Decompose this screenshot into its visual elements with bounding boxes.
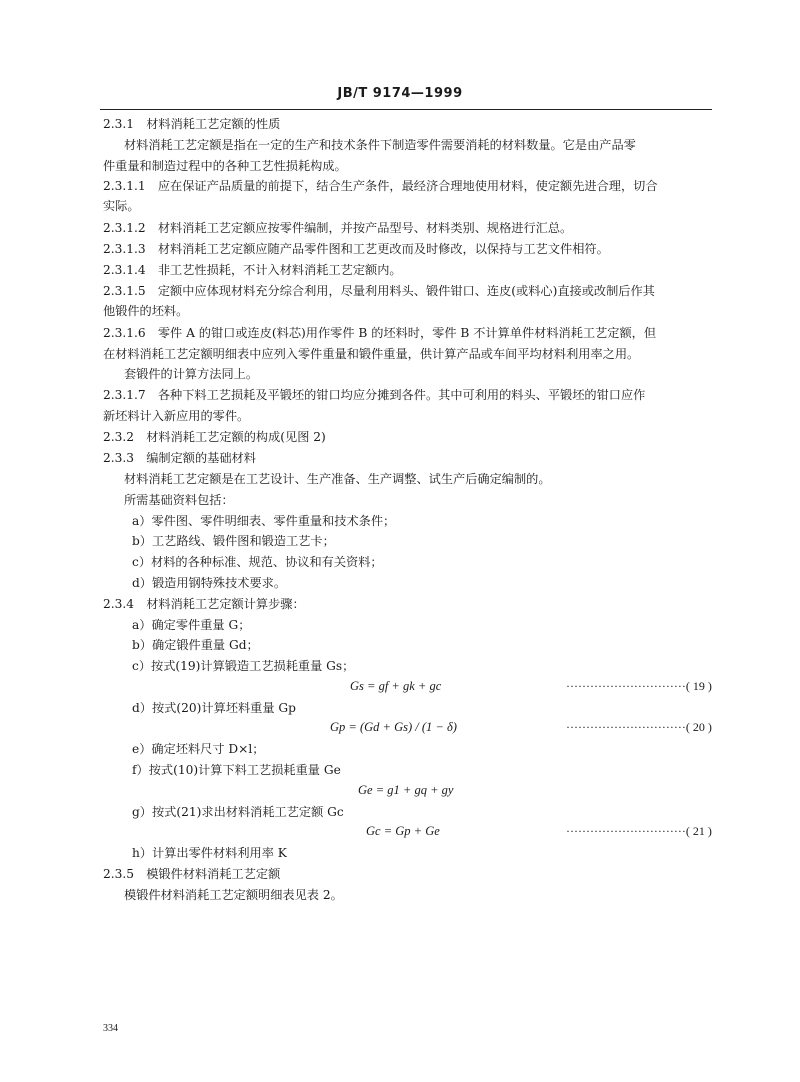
equation-number: ······························( 20 ) — [566, 720, 712, 734]
text-line: 2.3.5 模锻件材料消耗工艺定额 — [103, 867, 281, 881]
text-line: 所需基础资料包括： — [124, 493, 234, 507]
text-line: 实际。 — [103, 199, 140, 213]
text-line: 2.3.1.6 零件 A 的钳口或连皮(料芯)用作零件 B 的坯料时，零件 B 不计算单件材料消耗工艺定额，但 — [103, 326, 657, 340]
text-line: 在材料消耗工艺定额明细表中应列入零件重量和锻件重量，供计算产品或车间平均材料利用率之用。 — [103, 347, 640, 361]
text-line: 套锻件的计算方法同上。 — [124, 367, 259, 381]
header-rule — [100, 109, 712, 110]
text-line: h）计算出零件材料利用率 K — [132, 846, 287, 860]
text-line: 新坯料计入新应用的零件。 — [103, 409, 250, 423]
equation: Gc = Gp + Ge — [366, 824, 440, 838]
document-header: JB/T 9174—1999 — [337, 86, 463, 101]
text-line: d）锻造用钢特殊技术要求。 — [132, 576, 287, 590]
text-line: 材料消耗工艺定额是指在一定的生产和技术条件下制造零件需要消耗的材料数量。它是由产品零 — [124, 138, 636, 152]
text-line: 他锻件的坯料。 — [103, 304, 189, 318]
text-line: g）按式(21)求出材料消耗工艺定额 Gc — [132, 805, 344, 819]
text-line: 2.3.1 材料消耗工艺定额的性质 — [103, 117, 281, 131]
text-line: 2.3.1.5 定额中应体现材料充分综合利用，尽量利用料头、锻件钳口、连皮(或料心)直接或改制后作其 — [103, 284, 655, 298]
text-line: 材料消耗工艺定额是在工艺设计、生产准备、生产调整、试生产后确定编制的。 — [124, 472, 551, 486]
text-line: 2.3.2 材料消耗工艺定额的构成(见图 2) — [103, 430, 326, 444]
text-line: a）零件图、零件明细表、零件重量和技术条件； — [132, 514, 396, 528]
text-line: d）按式(20)计算坯料重量 Gp — [132, 701, 296, 715]
equation: Gp = (Gd + Gs) / (1 − δ) — [330, 720, 457, 734]
text-line: a）确定零件重量 G； — [132, 618, 251, 632]
text-line: c）按式(19)计算锻造工艺损耗重量 Gs； — [132, 659, 355, 673]
text-line: 2.3.1.1 应在保证产品质量的前提下，结合生产条件，最经济合理地使用材料，使定额先进合理，切合 — [103, 179, 658, 193]
equation-number: ······························( 21 ) — [566, 824, 712, 838]
text-line: 模锻件材料消耗工艺定额明细表见表 2。 — [124, 888, 343, 902]
equation: Ge = g1 + gq + gy — [358, 783, 454, 797]
text-line: 2.3.3 编制定额的基础材料 — [103, 451, 256, 465]
text-line: f）按式(10)计算下料工艺损耗重量 Ge — [132, 763, 341, 777]
text-line: 件重量和制造过程中的各种工艺性损耗构成。 — [103, 159, 347, 173]
equation: Gs = gf + gk + gc — [350, 679, 442, 693]
text-line: b）工艺路线、锻件图和锻造工艺卡； — [132, 534, 335, 548]
text-line: c）材料的各种标准、规范、协议和有关资料； — [132, 555, 383, 569]
text-line: b）确定锻件重量 Gd； — [132, 638, 259, 652]
text-line: 2.3.4 材料消耗工艺定额计算步骤： — [103, 597, 305, 611]
page-number: 334 — [103, 1023, 118, 1034]
text-line: e）确定坯料尺寸 D×l； — [132, 742, 265, 756]
equation-number: ······························( 19 ) — [566, 679, 712, 693]
text-line: 2.3.1.3 材料消耗工艺定额应随产品零件图和工艺更改而及时修改，以保持与工艺文件相符。 — [103, 242, 609, 256]
text-line: 2.3.1.2 材料消耗工艺定额应按零件编制，并按产品型号、材料类别、规格进行汇总。 — [103, 221, 573, 235]
text-line: 2.3.1.4 非工艺性损耗，不计入材料消耗工艺定额内。 — [103, 263, 402, 277]
text-line: 2.3.1.7 各种下料工艺损耗及平锻坯的钳口均应分摊到各件。其中可利用的料头、平锻坯的钳口应作 — [103, 388, 646, 402]
